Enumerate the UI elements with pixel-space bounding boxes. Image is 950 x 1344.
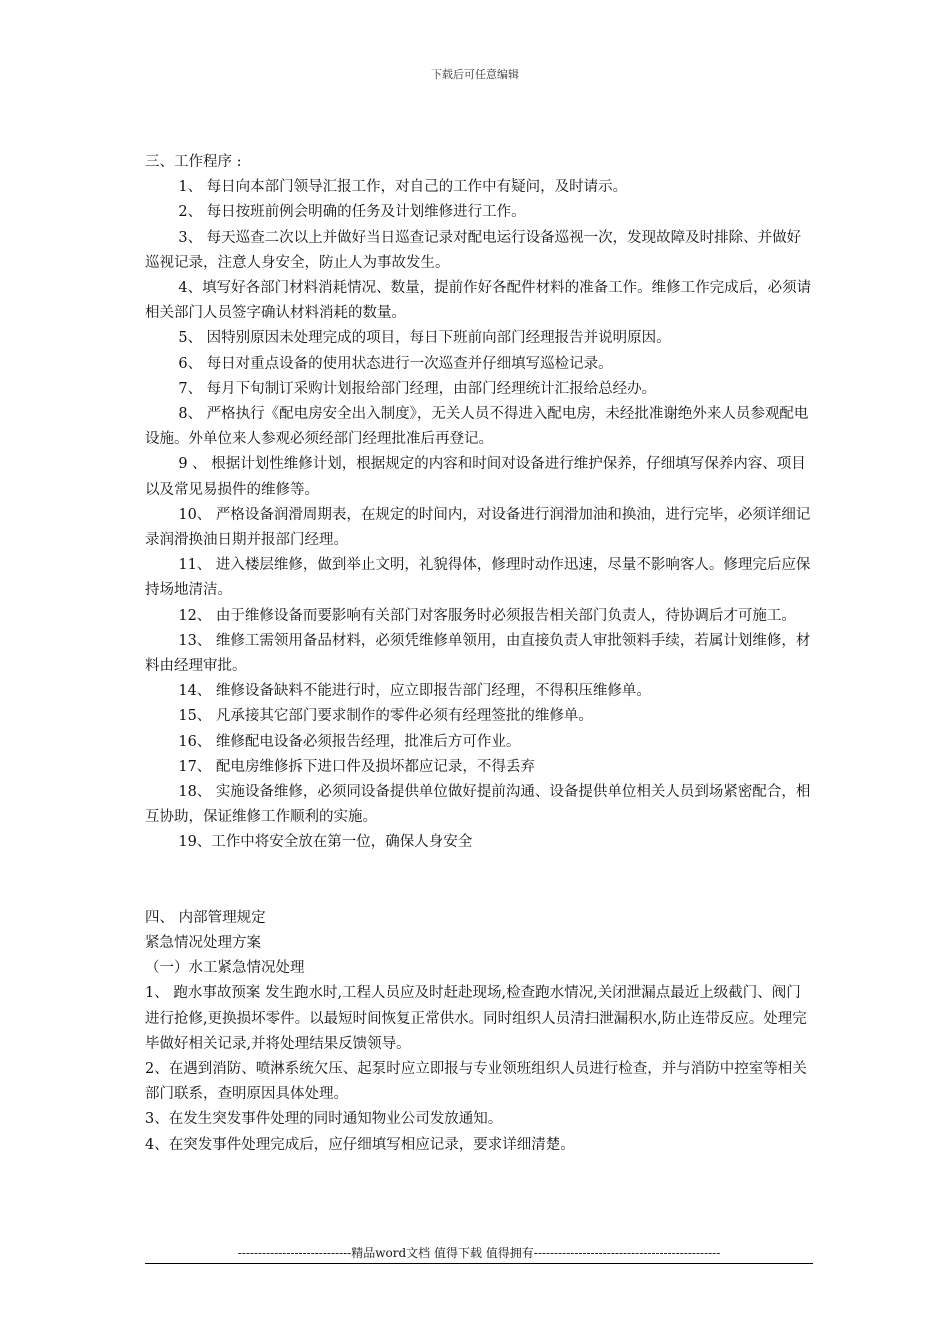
- procedure-item-12: 12、 由于维修设备而要影响有关部门对客服务时必须报告相关部门负责人，待协调后才可施工。: [178, 607, 796, 624]
- procedure-item-6: 6、 每日对重点设备的使用状态进行一次巡查并仔细填写巡检记录。: [178, 355, 613, 372]
- procedure-item-9: 9 、 根据计划性维修计划，根据规定的内容和时间对设备进行维护保养，仔细填写保养内容、项目以及常见易损件的维修等。: [145, 456, 806, 498]
- section-spacer: [145, 856, 813, 906]
- procedure-item-16: 16、 维修配电设备必须报告经理，批准后方可作业。: [178, 733, 521, 750]
- emergency-item-2: 2、在遇到消防、喷淋系统欠压、起泵时应立即报与专业领班组织人员进行检查，并与消防中控室等相关部门联系，查明原因具体处理。: [145, 1060, 807, 1103]
- emergency-item-3: 3、在发生突发事件处理的同时通知物业公司发放通知。: [145, 1111, 503, 1128]
- procedure-item-11: 11、 进入楼层维修，做到举止文明，礼貌得体，修理时动作迅速，尽量不影响客人。修理完后应保持场地清洁。: [145, 557, 811, 599]
- section-4-title: 四、 内部管理规定: [145, 909, 266, 926]
- procedure-item-4: 4、填写好各部门材料消耗情况、数量，提前作好各配件材料的准备工作。维修工作完成后，必须请相关部门人员签字确认材料消耗的数量。: [145, 280, 812, 322]
- procedure-item-15: 15、 凡承接其它部门要求制作的零件必须有经理签批的维修单。: [178, 708, 593, 725]
- page-header: 下载后可任意编辑: [431, 68, 519, 81]
- page-footer: ----------------------------精品word文档 值得下载 值得拥有----------------------------------------------: [145, 1244, 813, 1264]
- procedure-item-13: 13、 维修工需领用备品材料，必须凭维修单领用，由直接负责人审批领料手续，若属计划维修，材料由经理审批。: [145, 632, 811, 675]
- procedure-item-14: 14、 维修设备缺料不能进行时，应立即报告部门经理，不得积压维修单。: [178, 683, 651, 700]
- procedure-item-17: 17、 配电房维修拆下进口件及损坏都应记录，不得丢弃: [178, 758, 535, 775]
- procedure-item-10: 10、 严格设备润滑周期表，在规定的时间内，对设备进行润滑加油和换油，进行完毕，必须详细记录润滑换油日期并报部门经理。: [145, 506, 811, 549]
- procedure-item-18: 18、 实施设备维修，必须同设备提供单位做好提前沟通、设备提供单位相关人员到场紧密配合，相互协助，保证维修工作顺利的实施。: [145, 784, 811, 826]
- procedure-item-1: 1、 每日向本部门领导汇报工作，对自己的工作中有疑问，及时请示。: [178, 179, 628, 196]
- emergency-item-1: 1、 跑水事故预案 发生跑水时,工程人员应及时赶赴现场,检查跑水情况,关闭泄漏点最近上级截门、阀门进行抢修,更换损坏零件。以最短时间恢复正常供水。同时组织人员清扫泄漏积水,防止连带反应。处理完毕做好相关记录,并将处理结果反馈领导。: [145, 985, 807, 1052]
- procedure-item-2: 2、 每日按班前例会明确的任务及计划维修进行工作。: [178, 204, 526, 221]
- section-4-sub-heading: （一）水工紧急情况处理: [145, 960, 305, 977]
- section-3-title: 三、工作程序 :: [145, 154, 242, 170]
- procedure-item-19: 19、工作中将安全放在第一位，确保人身安全: [178, 834, 473, 851]
- section-4-subtitle: 紧急情况处理方案: [145, 934, 261, 951]
- procedure-item-7: 7、 每月下旬制订采购计划报给部门经理，由部门经理统计汇报给总经办。: [178, 380, 657, 397]
- procedure-item-8: 8、 严格执行《配电房安全出入制度》，无关人员不得进入配电房，未经批准谢绝外来人员参观配电设施。外单位来人参观必须经部门经理批准后再登记。: [145, 406, 809, 448]
- procedure-item-3: 3、 每天巡查二次以上并做好当日巡查记录对配电运行设备巡视一次，发现故障及时排除、并做好巡视记录，注意人身安全，防止人为事故发生。: [145, 229, 802, 271]
- document-body: [145, 150, 813, 1158]
- procedure-item-5: 5、 因特别原因未处理完成的项目，每日下班前向部门经理报告并说明原因。: [178, 330, 671, 347]
- emergency-item-4: 4、在突发事件处理完成后，应仔细填写相应记录，要求详细清楚。: [145, 1136, 575, 1153]
